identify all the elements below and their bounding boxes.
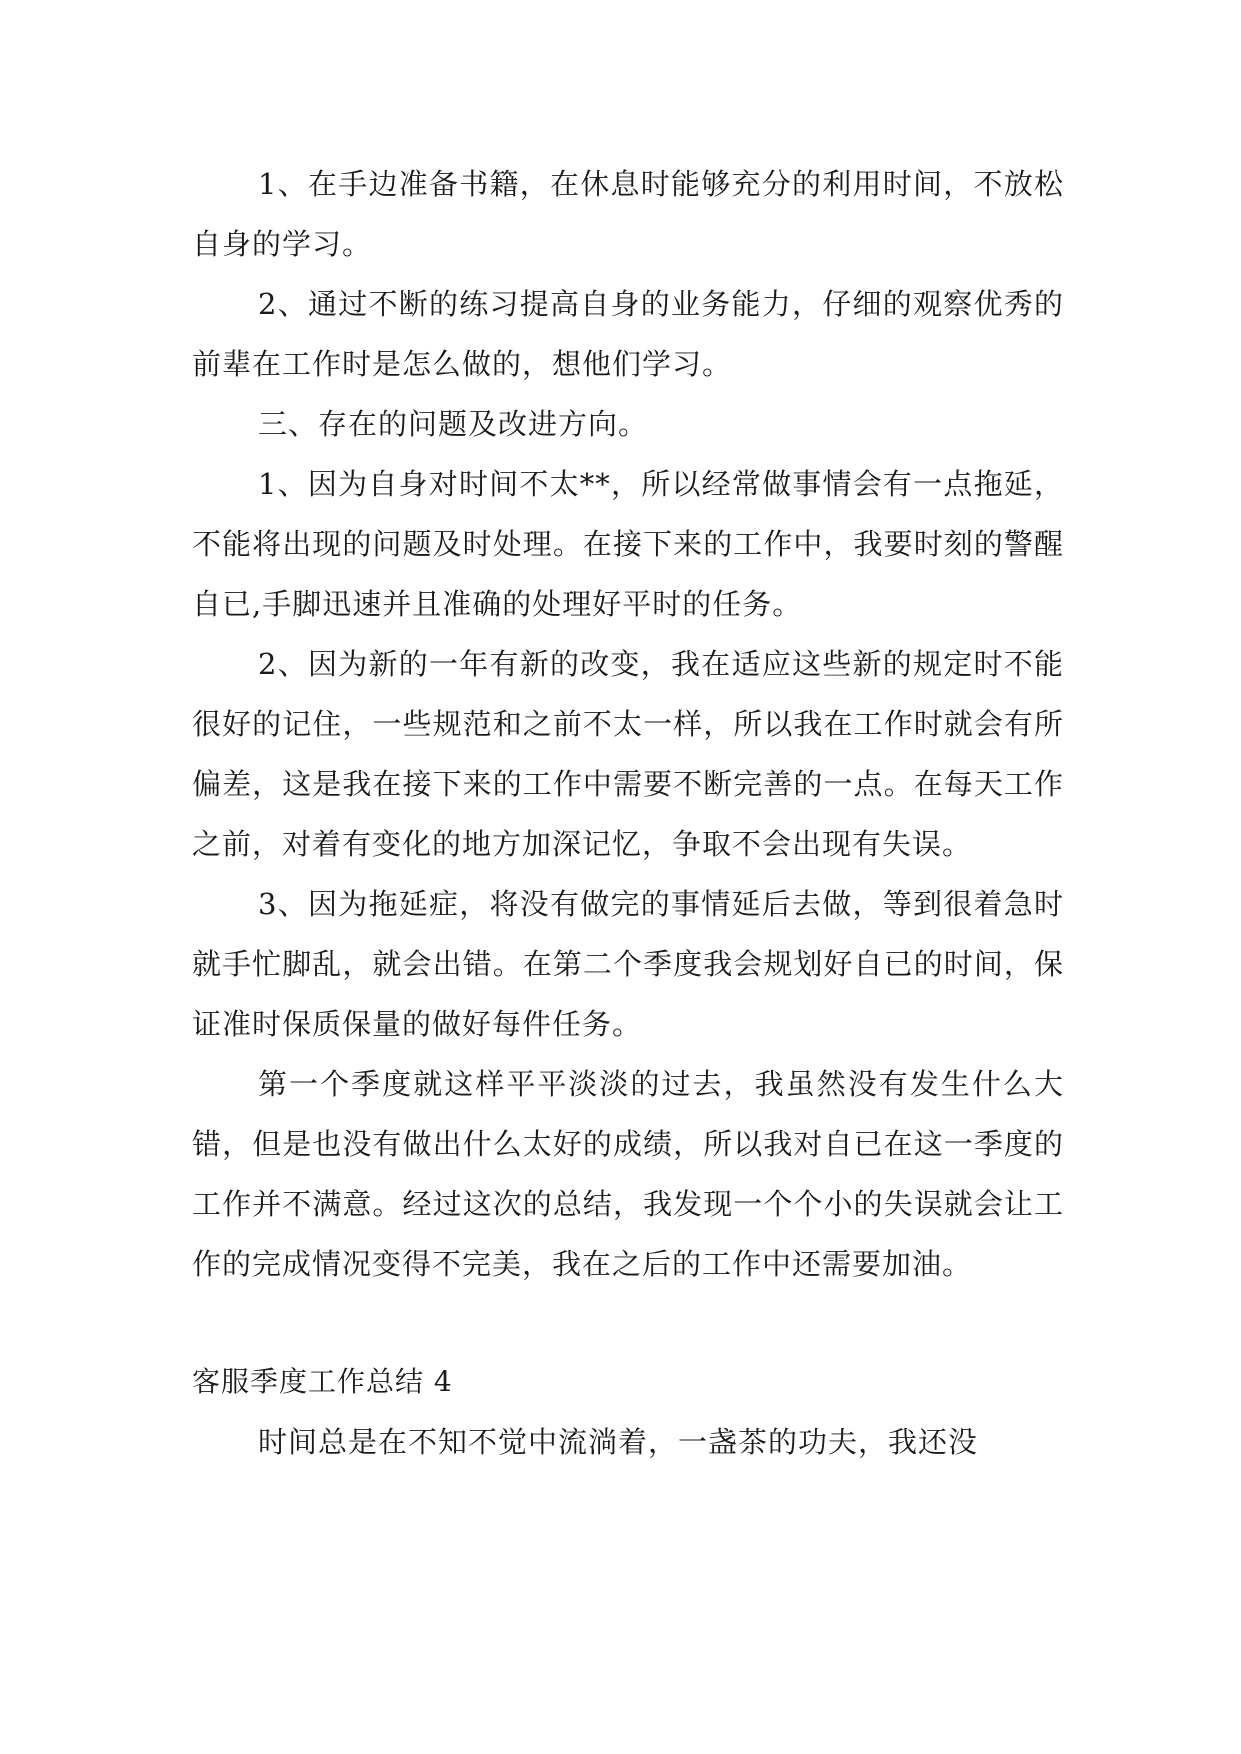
paragraph-6: 第一个季度就这样平平淡淡的过去，我虽然没有发生什么大错，但是也没有做出什么太好的成绩，所以我对自已在这一季度的工作并不满意。经过这次的总结，我发现一个个小的失误就会让工作的完成情况变得不完美，我在之后的工作中还需要加油。 bbox=[192, 1067, 1064, 1281]
section-heading: 客服季度工作总结 4 bbox=[192, 1365, 453, 1398]
section-first-paragraph: 时间总是在不知不觉中流淌着，一盏茶的功夫，我还没 bbox=[258, 1425, 979, 1459]
paragraph-3: 1、因为自身对时间不太**，所以经常做事情会有一点拖延，不能将出现的问题及时处理。在接下来的工作中，我要时刻的警醒自已,手脚迅速并且准确的处理好平时的任务。 bbox=[192, 467, 1064, 621]
paragraph-4: 2、因为新的一年有新的改变，我在适应这些新的规定时不能很好的记住，一些规范和之前不太一样，所以我在工作时就会有所偏差，这是我在接下来的工作中需要不断完善的一点。在每天工作之前，对着有变化的地方加深记忆，争取不会出现有失误。 bbox=[192, 647, 1064, 861]
paragraph-1: 1、在手边准备书籍，在休息时能够充分的利用时间，不放松自身的学习。 bbox=[192, 167, 1064, 261]
document-body bbox=[192, 154, 1064, 1472]
paragraph-5: 3、因为拖延症，将没有做完的事情延后去做，等到很着急时就手忙脚乱，就会出错。在第二个季度我会规划好自已的时间，保证准时保质保量的做好每件任务。 bbox=[192, 887, 1064, 1041]
paragraph-2: 2、通过不断的练习提高自身的业务能力，仔细的观察优秀的前辈在工作时是怎么做的，想他们学习。 bbox=[192, 287, 1064, 381]
paragraph-section-three-title: 三、存在的问题及改进方向。 bbox=[258, 407, 649, 441]
